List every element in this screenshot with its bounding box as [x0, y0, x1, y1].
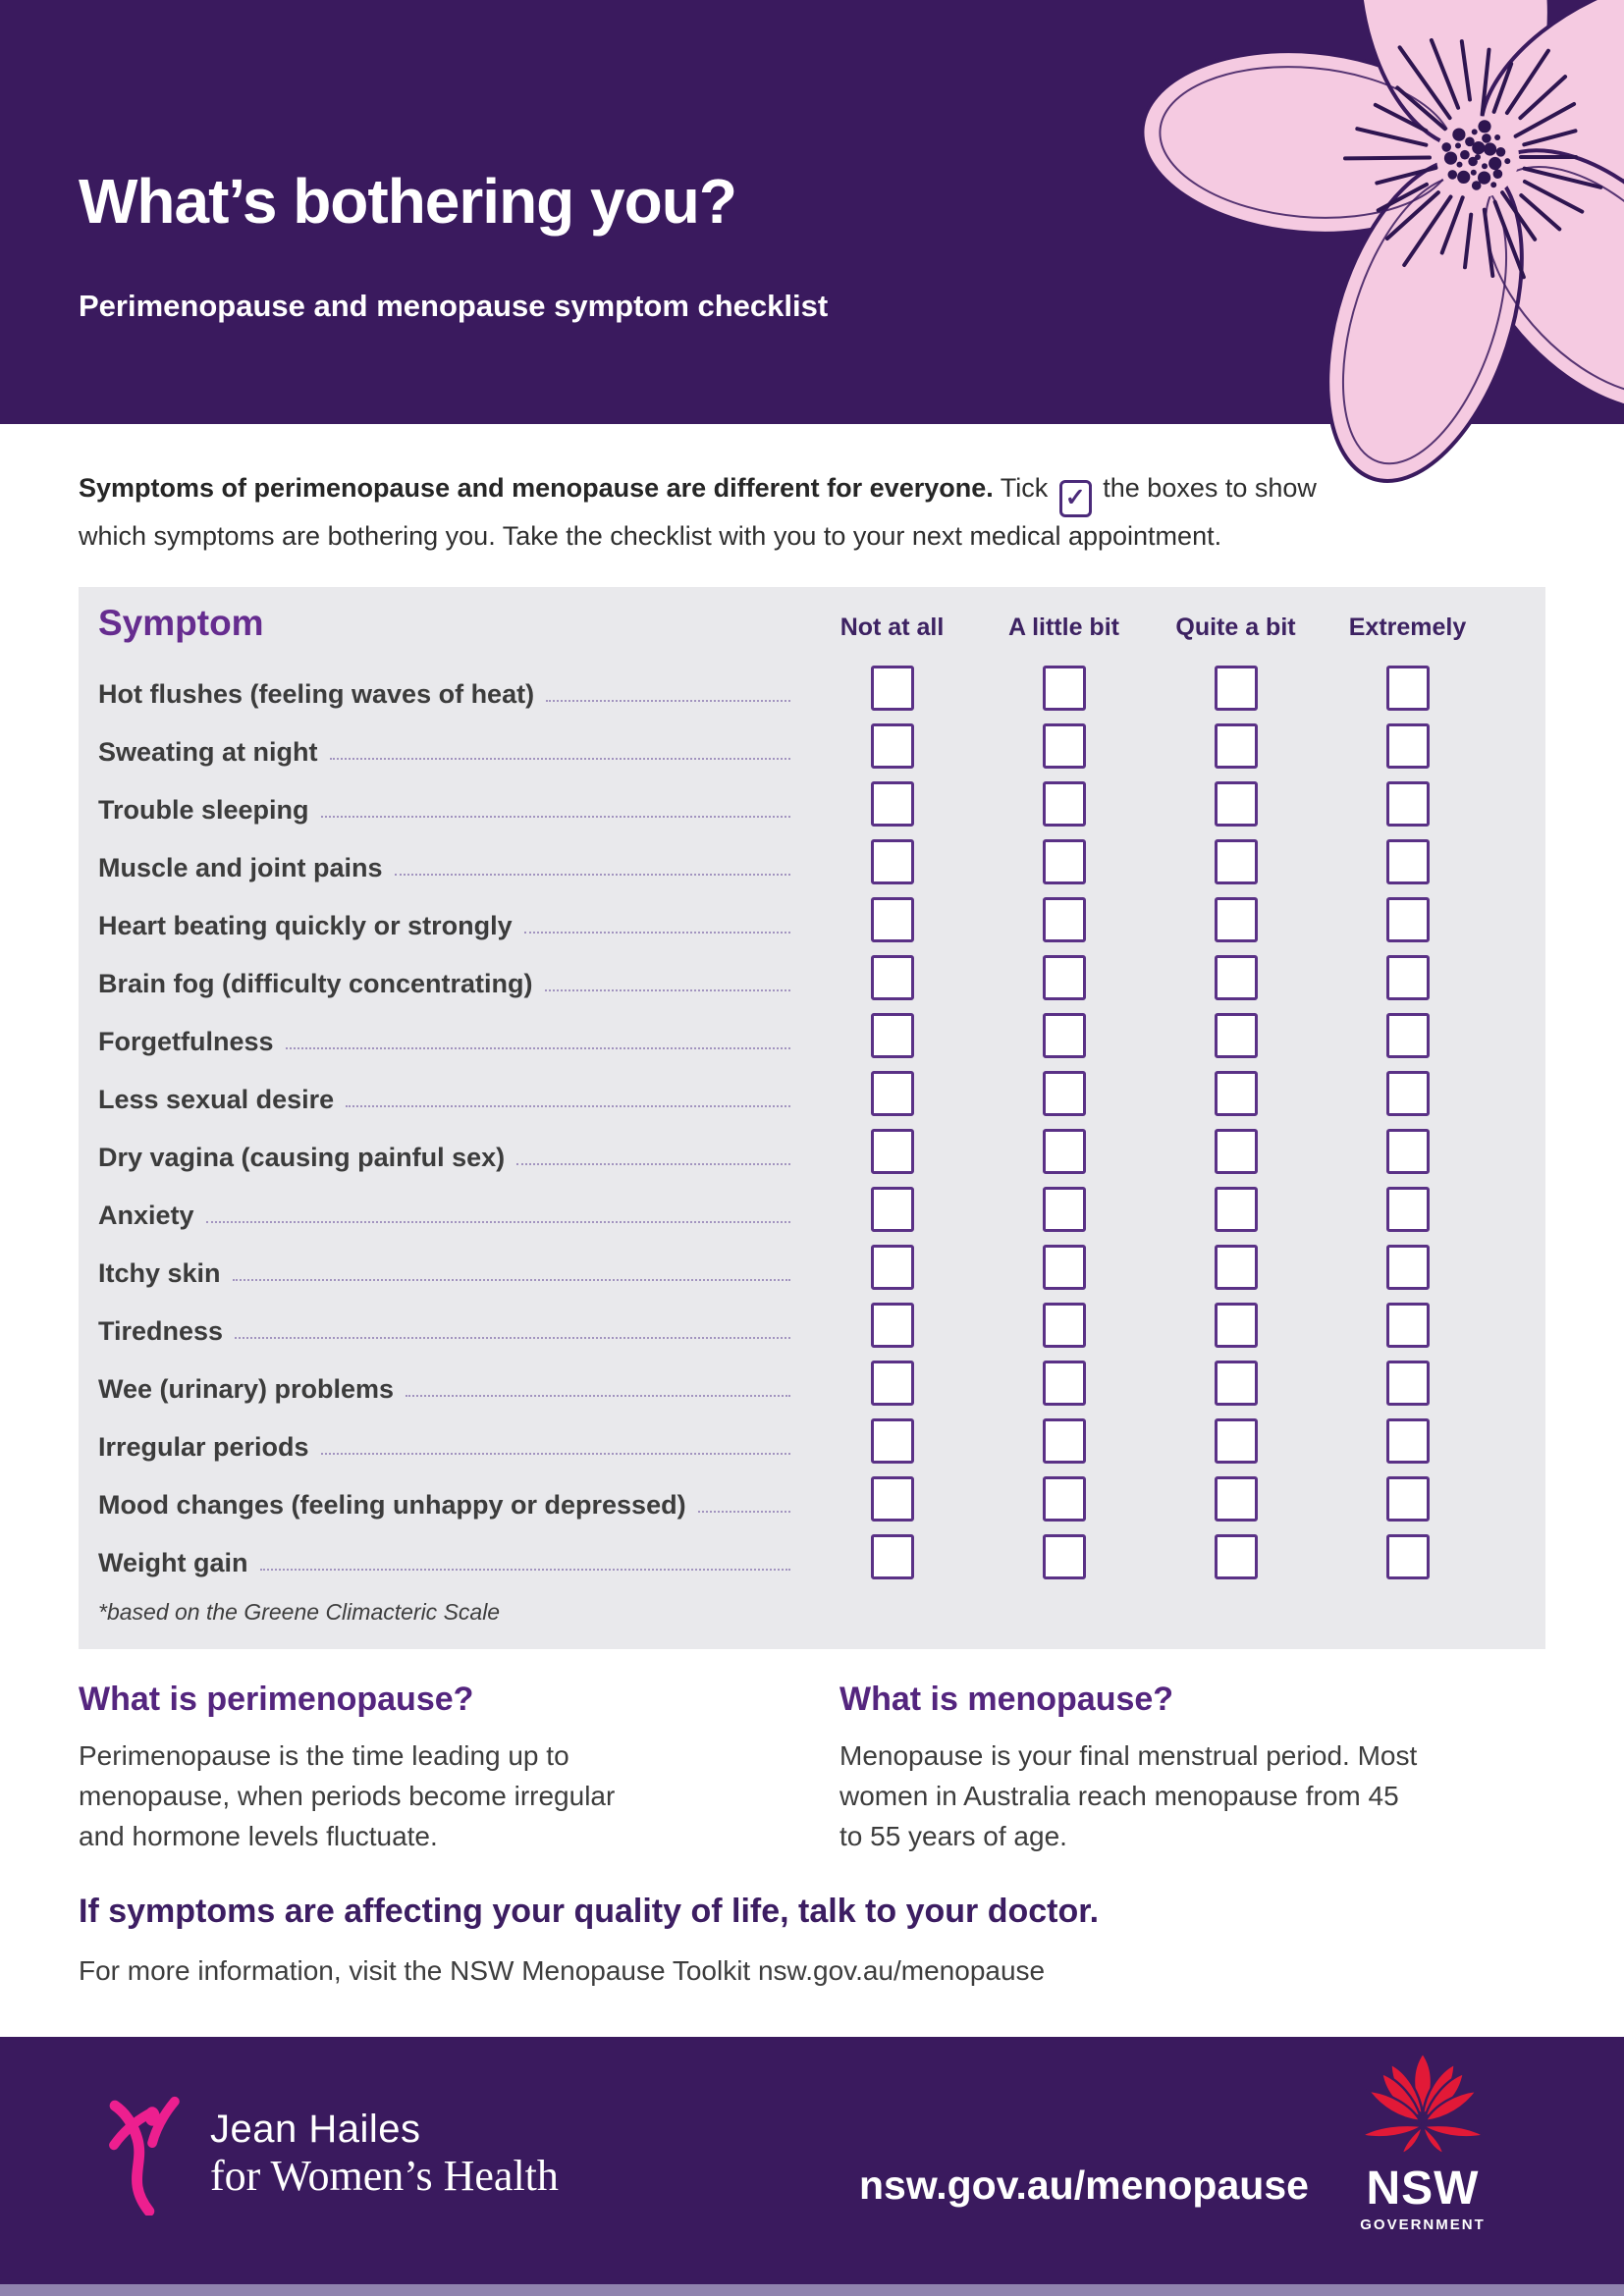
- checkbox-extremely[interactable]: [1386, 1418, 1430, 1464]
- checklist-rows: [98, 653, 1493, 1579]
- table-row: [98, 1116, 1493, 1174]
- checkbox-not-at-all[interactable]: [871, 897, 914, 942]
- checkbox-extremely[interactable]: [1386, 839, 1430, 884]
- checkbox-cell: [1150, 955, 1322, 1000]
- checkbox-not-at-all[interactable]: [871, 1129, 914, 1174]
- nsw-logo-text: NSW: [1366, 2163, 1480, 2215]
- checkbox-cell: [978, 781, 1150, 827]
- checkbox-extremely[interactable]: [1386, 1071, 1430, 1116]
- checkbox-cell: [806, 666, 978, 711]
- symptom-checklist-panel: [79, 587, 1545, 1649]
- checkbox-a-little-bit[interactable]: [1043, 1245, 1086, 1290]
- checkbox-not-at-all[interactable]: [871, 723, 914, 769]
- checkbox-quite-a-bit[interactable]: [1215, 1476, 1258, 1522]
- symptom-label: Sweating at night: [98, 737, 318, 767]
- symptom-label: Muscle and joint pains: [98, 853, 383, 882]
- waratah-icon: [1349, 2051, 1496, 2157]
- checkbox-cell: [978, 1245, 1150, 1290]
- dotted-leader: [546, 700, 790, 702]
- checkbox-a-little-bit[interactable]: [1043, 781, 1086, 827]
- symptom-label: Wee (urinary) problems: [98, 1374, 395, 1404]
- menopause-heading: What is menopause?: [839, 1681, 1174, 1718]
- checkbox-cell: [1322, 1129, 1493, 1174]
- checkbox-cell: [1150, 1071, 1322, 1116]
- checkbox-not-at-all[interactable]: [871, 1418, 914, 1464]
- page-title: What’s bothering you?: [79, 166, 736, 237]
- checkbox-cell: [1150, 1129, 1322, 1174]
- checkbox-cell: [806, 1013, 978, 1058]
- checkbox-cell: [978, 1013, 1150, 1058]
- checklist-header-row: [98, 603, 1493, 644]
- symptom-label: Anxiety: [98, 1201, 194, 1230]
- checkbox-cell: [978, 1129, 1150, 1174]
- intro-bold-sentence: Symptoms of perimenopause and menopause are different for everyone.: [79, 473, 994, 503]
- checkbox-not-at-all[interactable]: [871, 1013, 914, 1058]
- intro-line2: which symptoms are bothering you. Take the checklist with you to your next medical appointment.: [79, 520, 1222, 551]
- dotted-leader: [321, 1453, 790, 1455]
- symptom-label: Irregular periods: [98, 1432, 309, 1462]
- nsw-government-logo: [1349, 2051, 1496, 2233]
- checkbox-a-little-bit[interactable]: [1043, 1187, 1086, 1232]
- table-row: [98, 884, 1493, 942]
- checkbox-cell: [978, 1476, 1150, 1522]
- menopause-section: [839, 1681, 1546, 1856]
- checkbox-cell: [1322, 723, 1493, 769]
- checkbox-not-at-all[interactable]: [871, 955, 914, 1000]
- checkbox-cell: [978, 723, 1150, 769]
- checkbox-cell: [806, 1071, 978, 1116]
- checkbox-cell: [806, 723, 978, 769]
- checkbox-cell: [1322, 839, 1493, 884]
- cta-heading: If symptoms are affecting your quality of life, talk to your doctor.: [79, 1893, 1100, 1930]
- checkbox-cell: [1150, 1187, 1322, 1232]
- checkbox-cell: [1322, 897, 1493, 942]
- checkbox-a-little-bit[interactable]: [1043, 1071, 1086, 1116]
- checkbox-a-little-bit[interactable]: [1043, 723, 1086, 769]
- checkbox-a-little-bit[interactable]: [1043, 897, 1086, 942]
- dotted-leader: [260, 1569, 791, 1571]
- table-row: [98, 653, 1493, 711]
- column-header-not-at-all: Not at all: [839, 614, 945, 641]
- dotted-leader: [330, 758, 790, 760]
- column-header-a-little-bit: A little bit: [1008, 614, 1119, 641]
- checkbox-quite-a-bit[interactable]: [1215, 1418, 1258, 1464]
- checkbox-cell: [806, 897, 978, 942]
- checkbox-extremely[interactable]: [1386, 1129, 1430, 1174]
- checkbox-cell: [978, 955, 1150, 1000]
- checkbox-cell: [1322, 1418, 1493, 1464]
- symptom-label: Dry vagina (causing painful sex): [98, 1143, 506, 1172]
- checkbox-cell: [978, 1187, 1150, 1232]
- checkbox-cell: [1150, 1303, 1322, 1348]
- table-row: [98, 1174, 1493, 1232]
- checkbox-cell: [1322, 1245, 1493, 1290]
- checkbox-cell: [806, 1129, 978, 1174]
- table-row: [98, 1348, 1493, 1406]
- checkbox-a-little-bit[interactable]: [1043, 1534, 1086, 1579]
- checkbox-quite-a-bit[interactable]: [1215, 1129, 1258, 1174]
- jean-hailes-tagline: for Women’s Health: [210, 2152, 559, 2200]
- dotted-leader: [286, 1047, 790, 1049]
- checkbox-not-at-all[interactable]: [871, 1187, 914, 1232]
- symptom-label: Tiredness: [98, 1316, 224, 1346]
- checkbox-extremely[interactable]: [1386, 1534, 1430, 1579]
- checklist-footnote: *based on the Greene Climacteric Scale: [98, 1599, 501, 1625]
- intro-line1-rest: the boxes to show: [1095, 473, 1317, 503]
- checkbox-not-at-all[interactable]: [871, 781, 914, 827]
- checkbox-a-little-bit[interactable]: [1043, 1129, 1086, 1174]
- checkbox-cell: [806, 955, 978, 1000]
- nsw-logo-subtext: GOVERNMENT: [1360, 2216, 1486, 2233]
- dotted-leader: [235, 1337, 790, 1339]
- checkbox-extremely[interactable]: [1386, 723, 1430, 769]
- perimenopause-heading: What is perimenopause?: [79, 1681, 474, 1718]
- checkbox-not-at-all[interactable]: [871, 1071, 914, 1116]
- dotted-leader: [516, 1163, 790, 1165]
- checkbox-extremely[interactable]: [1386, 666, 1430, 711]
- checkbox-a-little-bit[interactable]: [1043, 1361, 1086, 1406]
- checkbox-quite-a-bit[interactable]: [1215, 955, 1258, 1000]
- checkbox-cell: [978, 1361, 1150, 1406]
- checkbox-cell: [1322, 1187, 1493, 1232]
- checkbox-quite-a-bit[interactable]: [1215, 1071, 1258, 1116]
- footer-url: nsw.gov.au/menopause: [859, 2163, 1309, 2208]
- header-banner: [0, 0, 1624, 424]
- dotted-leader: [206, 1221, 790, 1223]
- rating-column-headers: [806, 614, 1493, 642]
- dotted-leader: [233, 1279, 790, 1281]
- checkbox-cell: [806, 1187, 978, 1232]
- checkbox-cell: [1322, 666, 1493, 711]
- checkbox-cell: [806, 1303, 978, 1348]
- checkbox-a-little-bit[interactable]: [1043, 1303, 1086, 1348]
- checkbox-cell: [1150, 1476, 1322, 1522]
- dotted-leader: [698, 1511, 790, 1513]
- checkbox-cell: [978, 666, 1150, 711]
- checked-box-icon: ✓: [1059, 480, 1092, 517]
- checkbox-cell: [1150, 897, 1322, 942]
- bottom-accent-strip: [0, 2284, 1624, 2296]
- checkbox-a-little-bit[interactable]: [1043, 1013, 1086, 1058]
- intro-tick-word: Tick: [993, 473, 1056, 503]
- symptom-label: Less sexual desire: [98, 1085, 335, 1114]
- checkbox-extremely[interactable]: [1386, 1013, 1430, 1058]
- table-row: [98, 1000, 1493, 1058]
- checkbox-cell: [1322, 1071, 1493, 1116]
- checkbox-cell: [1322, 1476, 1493, 1522]
- symptom-label: Trouble sleeping: [98, 795, 309, 825]
- symptom-label: Brain fog (difficulty concentrating): [98, 969, 533, 998]
- perimenopause-section: [79, 1681, 766, 1856]
- checkbox-quite-a-bit[interactable]: [1215, 723, 1258, 769]
- table-row: [98, 1290, 1493, 1348]
- checkbox-quite-a-bit[interactable]: [1215, 839, 1258, 884]
- checkbox-cell: [1150, 781, 1322, 827]
- checkbox-cell: [1150, 1534, 1322, 1579]
- checkbox-cell: [978, 1534, 1150, 1579]
- checkbox-a-little-bit[interactable]: [1043, 955, 1086, 1000]
- checkbox-cell: [1322, 1534, 1493, 1579]
- checkbox-cell: [978, 1071, 1150, 1116]
- checkbox-a-little-bit[interactable]: [1043, 839, 1086, 884]
- checkbox-cell: [1150, 1013, 1322, 1058]
- checkbox-cell: [1322, 1361, 1493, 1406]
- checkbox-extremely[interactable]: [1386, 897, 1430, 942]
- dotted-leader: [524, 932, 790, 934]
- menopause-body: Menopause is your final menstrual period. Most women in Australia reach menopause from 45 to 55 years of age.: [839, 1740, 1418, 1851]
- checkbox-quite-a-bit[interactable]: [1215, 897, 1258, 942]
- checkbox-extremely[interactable]: [1386, 1187, 1430, 1232]
- checkbox-cell: [1150, 1418, 1322, 1464]
- checkbox-not-at-all[interactable]: [871, 1534, 914, 1579]
- checkbox-cell: [1150, 666, 1322, 711]
- table-row: [98, 1058, 1493, 1116]
- table-row: [98, 942, 1493, 1000]
- jean-hailes-name: Jean Hailes: [210, 2108, 421, 2151]
- column-header-extremely: Extremely: [1348, 614, 1467, 641]
- page-subtitle: Perimenopause and menopause symptom checklist: [79, 289, 829, 323]
- table-row: [98, 769, 1493, 827]
- checkbox-extremely[interactable]: [1386, 1303, 1430, 1348]
- checkbox-cell: [806, 1534, 978, 1579]
- column-header-quite-a-bit: Quite a bit: [1175, 614, 1296, 641]
- checkbox-cell: [806, 1418, 978, 1464]
- checkbox-a-little-bit[interactable]: [1043, 1418, 1086, 1464]
- symptom-label: Forgetfulness: [98, 1027, 274, 1056]
- more-info-text: For more information, visit the NSW Menopause Toolkit nsw.gov.au/menopause: [79, 1955, 1046, 1986]
- checkbox-quite-a-bit[interactable]: [1215, 1534, 1258, 1579]
- jean-hailes-logo: [108, 2092, 559, 2216]
- checkbox-quite-a-bit[interactable]: [1215, 1245, 1258, 1290]
- checkbox-cell: [1322, 781, 1493, 827]
- checkbox-cell: [806, 1361, 978, 1406]
- checkbox-cell: [1322, 955, 1493, 1000]
- table-row: [98, 711, 1493, 769]
- table-row: [98, 1232, 1493, 1290]
- checkbox-cell: [1322, 1303, 1493, 1348]
- checkbox-extremely[interactable]: [1386, 781, 1430, 827]
- checkbox-extremely[interactable]: [1386, 955, 1430, 1000]
- flower-illustration-icon: [1015, 0, 1624, 510]
- checkbox-cell: [806, 839, 978, 884]
- checkbox-cell: [1150, 1361, 1322, 1406]
- table-row: [98, 1464, 1493, 1522]
- perimenopause-body: Perimenopause is the time leading up to menopause, when periods become irregular and hormone levels fluctuate.: [79, 1740, 616, 1851]
- checkbox-cell: [978, 897, 1150, 942]
- footer-banner: [0, 2037, 1624, 2284]
- checkbox-quite-a-bit[interactable]: [1215, 1303, 1258, 1348]
- checkbox-extremely[interactable]: [1386, 1361, 1430, 1406]
- symptom-label: Itchy skin: [98, 1258, 221, 1288]
- symptom-label: Heart beating quickly or strongly: [98, 911, 513, 940]
- checkbox-not-at-all[interactable]: [871, 1361, 914, 1406]
- dotted-leader: [545, 989, 791, 991]
- dotted-leader: [406, 1395, 790, 1397]
- checkbox-not-at-all[interactable]: [871, 1476, 914, 1522]
- checkbox-a-little-bit[interactable]: [1043, 666, 1086, 711]
- checkbox-cell: [806, 1245, 978, 1290]
- dotted-leader: [395, 874, 790, 876]
- dotted-leader: [346, 1105, 790, 1107]
- checkbox-not-at-all[interactable]: [871, 839, 914, 884]
- dotted-leader: [321, 816, 790, 818]
- checkbox-cell: [1150, 723, 1322, 769]
- symptom-label: Weight gain: [98, 1548, 248, 1577]
- symptom-label: Hot flushes (feeling waves of heat): [98, 679, 535, 709]
- checkbox-a-little-bit[interactable]: [1043, 1476, 1086, 1522]
- checkbox-not-at-all[interactable]: [871, 1303, 914, 1348]
- dancing-figure-icon: [108, 2092, 194, 2216]
- checkbox-not-at-all[interactable]: [871, 1245, 914, 1290]
- checkbox-cell: [978, 1418, 1150, 1464]
- checkbox-cell: [1150, 1245, 1322, 1290]
- checkbox-quite-a-bit[interactable]: [1215, 1013, 1258, 1058]
- checkbox-quite-a-bit[interactable]: [1215, 666, 1258, 711]
- table-row: [98, 1406, 1493, 1464]
- table-row: [98, 827, 1493, 884]
- symptom-label: Mood changes (feeling unhappy or depressed): [98, 1490, 686, 1520]
- symptom-column-header: Symptom: [98, 603, 264, 643]
- table-row: [98, 1522, 1493, 1579]
- checkbox-cell: [1150, 839, 1322, 884]
- checkbox-cell: [806, 1476, 978, 1522]
- checkbox-extremely[interactable]: [1386, 1476, 1430, 1522]
- checkbox-quite-a-bit[interactable]: [1215, 1187, 1258, 1232]
- checkbox-cell: [978, 839, 1150, 884]
- checkbox-not-at-all[interactable]: [871, 666, 914, 711]
- checkbox-quite-a-bit[interactable]: [1215, 781, 1258, 827]
- checkbox-cell: [1322, 1013, 1493, 1058]
- checkbox-extremely[interactable]: [1386, 1245, 1430, 1290]
- checkbox-quite-a-bit[interactable]: [1215, 1361, 1258, 1406]
- checkbox-cell: [978, 1303, 1150, 1348]
- checkbox-cell: [806, 781, 978, 827]
